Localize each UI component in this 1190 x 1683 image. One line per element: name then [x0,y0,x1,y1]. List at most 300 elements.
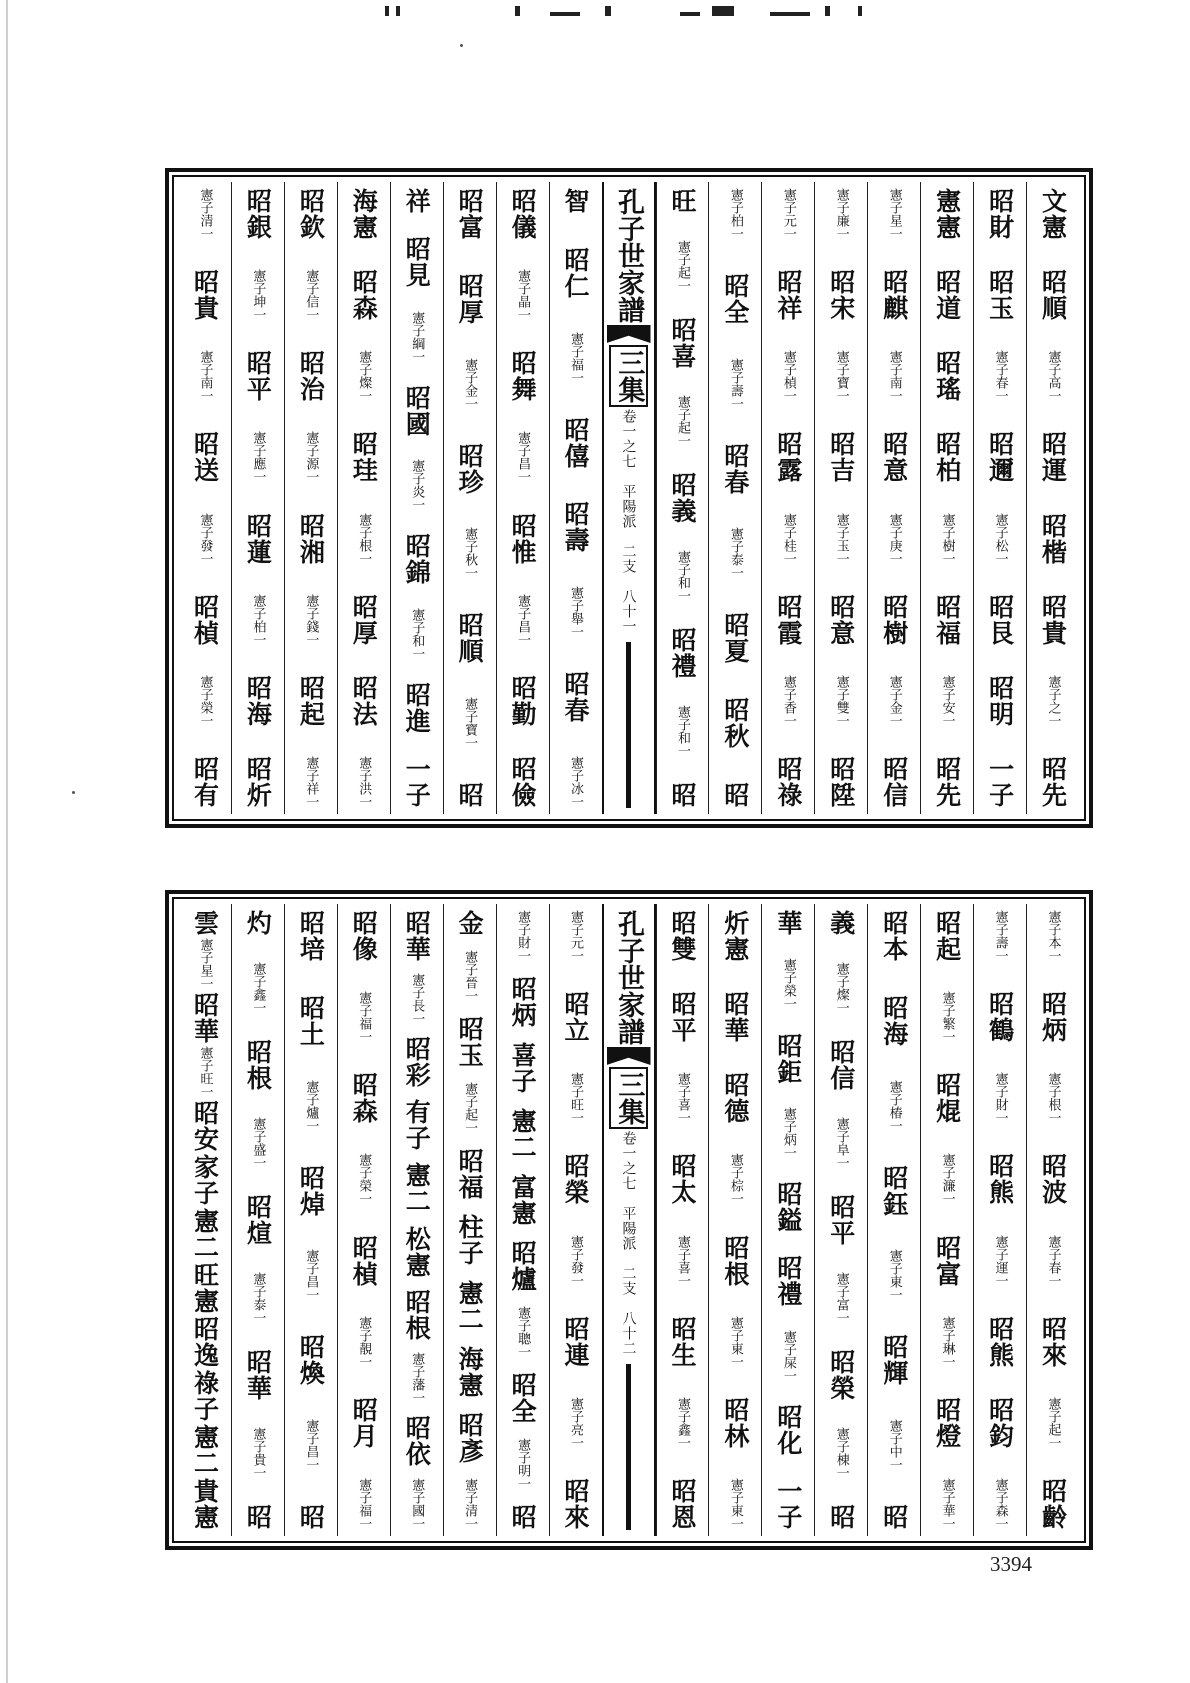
lineage-note: 憲子應一 [250,431,266,484]
person-name: 昭 [296,1503,326,1530]
lineage-note: 憲子榮一 [356,1153,372,1206]
person-name: 昭 [826,1504,856,1530]
person-name: 雲 [190,910,220,936]
lineage-note: 憲子財一 [515,910,531,962]
lineage-note: 憲子福一 [356,991,372,1044]
lineage-note: 憲子昌一 [303,1249,319,1302]
lineage-note: 憲子聰一 [515,1306,531,1358]
register-column [1026,904,1079,1536]
lineage-note: 憲子森一 [992,1477,1008,1530]
lineage-note: 憲子國一 [409,1477,425,1530]
lineage-note: 憲子中一 [886,1419,902,1472]
person-name: 昭貴 [1038,593,1068,646]
person-name: 昭先 [932,755,962,808]
person-name: 昭欽 [296,188,326,240]
lineage-note: 憲子信一 [303,269,319,322]
person-name: 昭春 [561,671,591,724]
register-column [920,904,973,1536]
person-name: 昭華 [243,1349,273,1401]
register-column [814,182,867,814]
person-name: 昭輝 [879,1334,909,1387]
lineage-note: 憲子昌一 [303,1419,319,1472]
volume-label: 三集 [609,1067,649,1129]
register-column [761,904,814,1536]
lineage-note: 憲子喜一 [674,1072,690,1125]
lineage-note: 憲子屎一 [780,1329,796,1382]
person-name: 華 [773,910,803,936]
register-column [708,904,761,1536]
volume-label: 三集 [609,345,649,407]
person-name: 昭蓮 [243,512,273,565]
column-container [179,904,1079,1536]
person-name: 昭霞 [773,593,803,646]
person-name: 昭信 [879,755,909,808]
person-name: 昭恩 [667,1477,697,1530]
person-name: 昭富 [932,1234,962,1287]
person-name: 昭連 [561,1315,591,1368]
person-name: 昭焜 [932,1072,962,1125]
scan-speck [72,791,75,794]
lineage-note: 憲子繁一 [939,991,955,1044]
person-name: 昭僖 [561,416,591,469]
center-title-column [602,182,656,814]
lineage-note: 憲子華一 [939,1477,955,1530]
person-name: 海憲 [349,188,379,240]
person-name: 昭 [508,1504,538,1530]
person-name: 昭財 [985,188,1015,240]
lineage-note: 憲子秋一 [462,527,478,580]
lineage-note: 憲子琳一 [939,1315,955,1368]
person-name: 昭福 [455,1148,485,1200]
volume-info: 卷一之七 平陽派 二支 八十一 [620,409,637,634]
person-name: 昭立 [561,991,591,1044]
lineage-note: 憲子根一 [356,512,372,565]
lineage-note: 憲子星一 [197,938,213,990]
lineage-note: 憲子爐一 [303,1079,319,1132]
person-name: 憲憲 [932,188,962,240]
lineage-note: 憲子榮一 [780,958,796,1011]
lineage-note: 憲子起一 [1045,1396,1061,1449]
person-name: 炘憲 [720,910,750,962]
person-name: 昭瑤 [932,350,962,403]
lineage-note: 憲子燦一 [356,350,372,403]
lineage-note: 憲子起一 [674,239,690,292]
register-column [390,904,443,1536]
person-name: 昭順 [455,612,485,665]
person-name: 昭全 [720,272,750,325]
lineage-note: 憲子和一 [409,607,425,660]
person-name: 昭平 [667,991,697,1044]
person-name: 昭喜 [667,317,697,369]
lineage-note: 憲子亮一 [568,1396,584,1449]
person-name: 昭麒 [879,269,909,322]
lineage-note: 憲子星一 [886,188,902,240]
lineage-note: 憲子綱一 [409,310,425,363]
lineage-note: 憲子源一 [303,431,319,484]
person-name: 昭像 [349,910,379,962]
person-name: 昭惟 [508,512,538,565]
lineage-note: 憲子阜一 [833,1116,849,1169]
fishtail-mark [607,1047,651,1065]
scan-speck [460,44,463,47]
person-name: 富憲 [508,1174,538,1226]
lineage-note: 憲子安一 [939,674,955,727]
person-name: 昭玉 [455,1016,485,1068]
lineage-note: 憲子喜一 [674,1234,690,1287]
lineage-note: 憲子春一 [992,350,1008,403]
person-name: 昭森 [349,269,379,322]
lineage-note: 憲子炎一 [409,459,425,511]
person-name: 昭逸 [190,1316,220,1368]
person-name: 昭煊 [243,1194,273,1246]
lineage-note: 憲子壽一 [992,910,1008,962]
person-name: 憲二 [190,1208,220,1260]
lineage-note: 憲子柏一 [727,188,743,240]
person-name: 昭秋 [720,697,750,750]
person-name: 昭鈺 [879,1164,909,1217]
lineage-note: 憲子泰一 [250,1271,266,1324]
person-name: 昭生 [667,1315,697,1368]
register-column [708,182,761,814]
scan-artifact-top [250,4,950,20]
person-name: 海憲 [455,1346,485,1398]
center-bar [626,1364,631,1530]
lineage-note: 憲子清一 [197,188,213,240]
lineage-note: 憲子玉一 [833,512,849,565]
person-name: 昭勤 [508,674,538,727]
person-name: 昭彥 [455,1412,485,1464]
lineage-note: 憲子炳一 [780,1106,796,1159]
lineage-note: 憲子昌一 [515,431,531,484]
lineage-note: 憲子鑫一 [250,961,266,1014]
column-container [179,182,1079,814]
fishtail-mark [607,325,651,343]
person-name: 昭 [879,1503,909,1530]
person-name: 昭國 [402,384,432,437]
register-column [867,904,920,1536]
person-name: 憲二 [455,1280,485,1332]
person-name: 一子 [773,1478,803,1530]
lineage-note: 憲子本一 [1045,910,1061,962]
register-column [179,904,231,1536]
person-name: 憲二 [508,1108,538,1160]
person-name: 昭順 [1038,269,1068,322]
person-name: 昭海 [243,674,273,727]
person-name: 昭來 [1038,1315,1068,1368]
lineage-note: 憲子南一 [197,350,213,403]
person-name: 昭珍 [455,442,485,495]
lineage-note: 憲子長一 [409,973,425,1026]
person-name: 昭厚 [349,593,379,646]
person-name: 昭儉 [508,755,538,808]
person-name: 貴憲 [190,1478,220,1530]
person-name: 昭福 [932,593,962,646]
person-name: 昭春 [720,442,750,495]
register-column [284,904,337,1536]
register-column [814,904,867,1536]
person-name: 昭宋 [826,269,856,322]
person-name: 昭波 [1038,1153,1068,1206]
lineage-note: 憲子高一 [1045,350,1061,403]
register-column [549,182,602,814]
lineage-note: 憲子樹一 [939,512,955,565]
register-column [549,904,602,1536]
person-name: 昭意 [826,593,856,646]
person-name: 憲二 [190,1424,220,1476]
lineage-note: 憲子起一 [462,1082,478,1134]
register-column [496,182,549,814]
center-title-column [602,904,656,1536]
person-name: 昭森 [349,1072,379,1125]
person-name: 昭熊 [985,1153,1015,1206]
person-name: 昭土 [296,994,326,1047]
person-name: 一子 [985,755,1015,808]
lineage-note: 憲子福一 [356,1477,372,1530]
page-edge-line [6,0,8,1683]
book-title: 孔子世家譜 [613,910,644,1045]
person-name: 昭爐 [508,1240,538,1292]
person-name: 昭海 [879,994,909,1047]
person-name: 松憲 [402,1225,432,1278]
register-column [390,182,443,814]
lineage-note: 憲子香一 [780,674,796,727]
person-name: 昭華 [190,992,220,1044]
lineage-note: 憲子濂一 [939,1153,955,1206]
lineage-note: 憲子盛一 [250,1116,266,1169]
lineage-note: 憲子元一 [568,910,584,962]
lineage-note: 憲子元一 [780,188,796,240]
person-name: 昭來 [561,1477,591,1530]
lineage-note: 憲子晶一 [515,269,531,322]
lineage-note: 憲子和一 [674,704,690,757]
register-column [1026,182,1079,814]
person-name: 昭湘 [296,512,326,565]
person-name: 昭榮 [561,1153,591,1206]
lineage-note: 憲子松一 [992,512,1008,565]
person-name: 昭信 [826,1039,856,1091]
register-column [337,182,390,814]
person-name: 昭夏 [720,612,750,665]
person-name: 一子 [402,756,432,808]
register-column [761,182,814,814]
person-name: 有子 [402,1099,432,1152]
lineage-note: 憲子壽一 [727,357,743,410]
lineage-note: 憲子寶一 [462,697,478,750]
person-name: 文憲 [1038,188,1068,240]
register-column [179,182,231,814]
center-bar [626,642,631,808]
lineage-note: 憲子椿一 [886,1079,902,1132]
person-name: 昭鎰 [773,1181,803,1233]
lineage-note: 憲子廉一 [833,188,849,240]
person-name: 昭道 [932,269,962,322]
person-name: 昭炘 [243,755,273,808]
register-column [337,904,390,1536]
person-name: 昭 [455,781,485,808]
person-name: 昭本 [879,910,909,962]
person-name: 昭依 [402,1414,432,1467]
book-title: 孔子世家譜 [613,188,644,323]
person-name: 昭艮 [985,593,1015,646]
person-name: 昭彩 [402,1036,432,1089]
lineage-note: 憲子財一 [992,1072,1008,1125]
register-column [231,182,284,814]
lineage-note: 憲子榮一 [197,674,213,727]
person-name: 昭起 [932,910,962,962]
volume-info: 卷一之七 平陽派 二支 八十二 [620,1131,637,1356]
lineage-note: 憲子旺一 [197,1046,213,1098]
person-name: 昭邇 [985,431,1015,484]
person-name: 昭楷 [1038,512,1068,565]
lineage-note: 憲子清一 [462,1478,478,1530]
person-name: 昭鉅 [773,1032,803,1085]
person-name: 昭 [667,782,697,808]
lineage-note: 憲子福一 [568,331,584,384]
lineage-note: 憲子發一 [197,512,213,565]
genealogy-panel-bottom [165,890,1093,1550]
lineage-note: 憲子鑫一 [674,1396,690,1449]
person-name: 昭華 [720,991,750,1044]
person-name: 昭培 [296,910,326,962]
lineage-note: 憲子洪一 [356,755,372,808]
person-name: 祥 [402,188,432,214]
person-name: 昭化 [773,1403,803,1456]
person-name: 昭焯 [296,1164,326,1217]
lineage-note: 憲子錢一 [303,593,319,646]
person-name: 昭起 [296,674,326,727]
lineage-note: 憲子明一 [515,1438,531,1490]
person-name: 昭貴 [190,269,220,322]
lineage-note: 憲子富一 [833,1271,849,1324]
person-name: 昭義 [667,472,697,524]
person-name: 昭月 [349,1396,379,1449]
lineage-note: 憲子東一 [727,1477,743,1530]
register-column [973,904,1026,1536]
person-name: 昭厚 [455,272,485,325]
lineage-note: 憲子冰一 [568,755,584,808]
person-name: 昭祥 [773,269,803,322]
person-name: 昭珪 [349,431,379,484]
person-name: 昭法 [349,674,379,727]
person-name: 祿子 [190,1370,220,1422]
person-name: 柱子 [455,1214,485,1266]
person-name: 昭露 [773,431,803,484]
lineage-note: 憲子昌一 [515,593,531,646]
lineage-note: 憲子坤一 [250,269,266,322]
person-name: 昭鈞 [985,1396,1015,1449]
lineage-note: 憲子庚一 [886,512,902,565]
person-name: 昭熊 [985,1315,1015,1368]
register-column [656,182,709,814]
person-name: 憲二 [402,1162,432,1215]
lineage-note: 憲子泰一 [727,527,743,580]
lineage-note: 憲子南一 [886,350,902,403]
lineage-note: 憲子春一 [1045,1234,1061,1287]
register-column [284,182,337,814]
lineage-note: 憲子根一 [1045,1072,1061,1125]
lineage-note: 憲子棟一 [833,1426,849,1479]
register-column [867,182,920,814]
person-name: 昭炳 [1038,991,1068,1044]
person-name: 智 [561,188,591,214]
person-name: 昭鶴 [985,991,1015,1044]
lineage-note: 憲子楨一 [780,350,796,403]
person-name: 昭舞 [508,350,538,403]
person-name: 昭先 [1038,755,1068,808]
person-name: 昭炳 [508,976,538,1028]
person-name: 昭齡 [1038,1477,1068,1530]
lineage-note: 憲子起一 [674,394,690,447]
person-name: 旺憲 [190,1262,220,1314]
lineage-note: 憲子雙一 [833,674,849,727]
person-name: 旺 [667,188,697,214]
lineage-note: 憲子貴一 [250,1426,266,1479]
lineage-note: 憲子棕一 [727,1153,743,1206]
person-name: 昭楨 [349,1234,379,1287]
lineage-note: 憲子藩一 [409,1351,425,1404]
person-name: 昭根 [402,1288,432,1341]
person-name: 昭吉 [826,431,856,484]
lineage-note: 憲子桂一 [780,512,796,565]
register-column [973,182,1026,814]
person-name: 昭楨 [190,593,220,646]
person-name: 昭意 [879,431,909,484]
lineage-note: 憲子燦一 [833,961,849,1014]
person-name: 昭儀 [508,188,538,240]
person-name: 昭柏 [932,431,962,484]
person-name: 昭華 [402,910,432,962]
lineage-note: 憲子和一 [674,549,690,602]
person-name: 昭見 [402,236,432,289]
register-column [656,904,709,1536]
lineage-note: 憲子之一 [1045,674,1061,727]
person-name: 昭進 [402,681,432,734]
person-name: 昭銀 [243,188,273,240]
person-name: 昭 [243,1504,273,1530]
person-name: 昭明 [985,674,1015,727]
person-name: 昭平 [826,1194,856,1246]
person-name: 昭有 [190,755,220,808]
person-name: 昭陞 [826,755,856,808]
lineage-note: 憲子祥一 [303,755,319,808]
person-name: 昭太 [667,1153,697,1206]
lineage-note: 憲子旺一 [568,1072,584,1125]
person-name: 昭富 [455,188,485,240]
person-name: 昭禮 [667,627,697,679]
lineage-note: 憲子運一 [992,1234,1008,1287]
register-column [443,182,496,814]
lineage-note: 憲子柏一 [250,593,266,646]
lineage-note: 憲子金一 [462,357,478,410]
person-name: 昭壽 [561,501,591,554]
lineage-note: 憲子東一 [886,1249,902,1302]
lineage-note: 憲子東一 [727,1315,743,1368]
register-column [496,904,549,1536]
person-name: 家子 [190,1154,220,1206]
person-name: 昭安 [190,1100,220,1152]
person-name: 昭榮 [826,1349,856,1401]
page-number: 3394 [990,1552,1032,1576]
register-column [920,182,973,814]
person-name: 昭平 [243,350,273,403]
person-name: 昭祿 [773,755,803,808]
person-name: 昭根 [720,1234,750,1287]
register-column [231,904,284,1536]
person-name: 金 [455,910,485,936]
register-column [443,904,496,1536]
person-name: 昭全 [508,1372,538,1424]
person-name: 昭 [720,781,750,808]
